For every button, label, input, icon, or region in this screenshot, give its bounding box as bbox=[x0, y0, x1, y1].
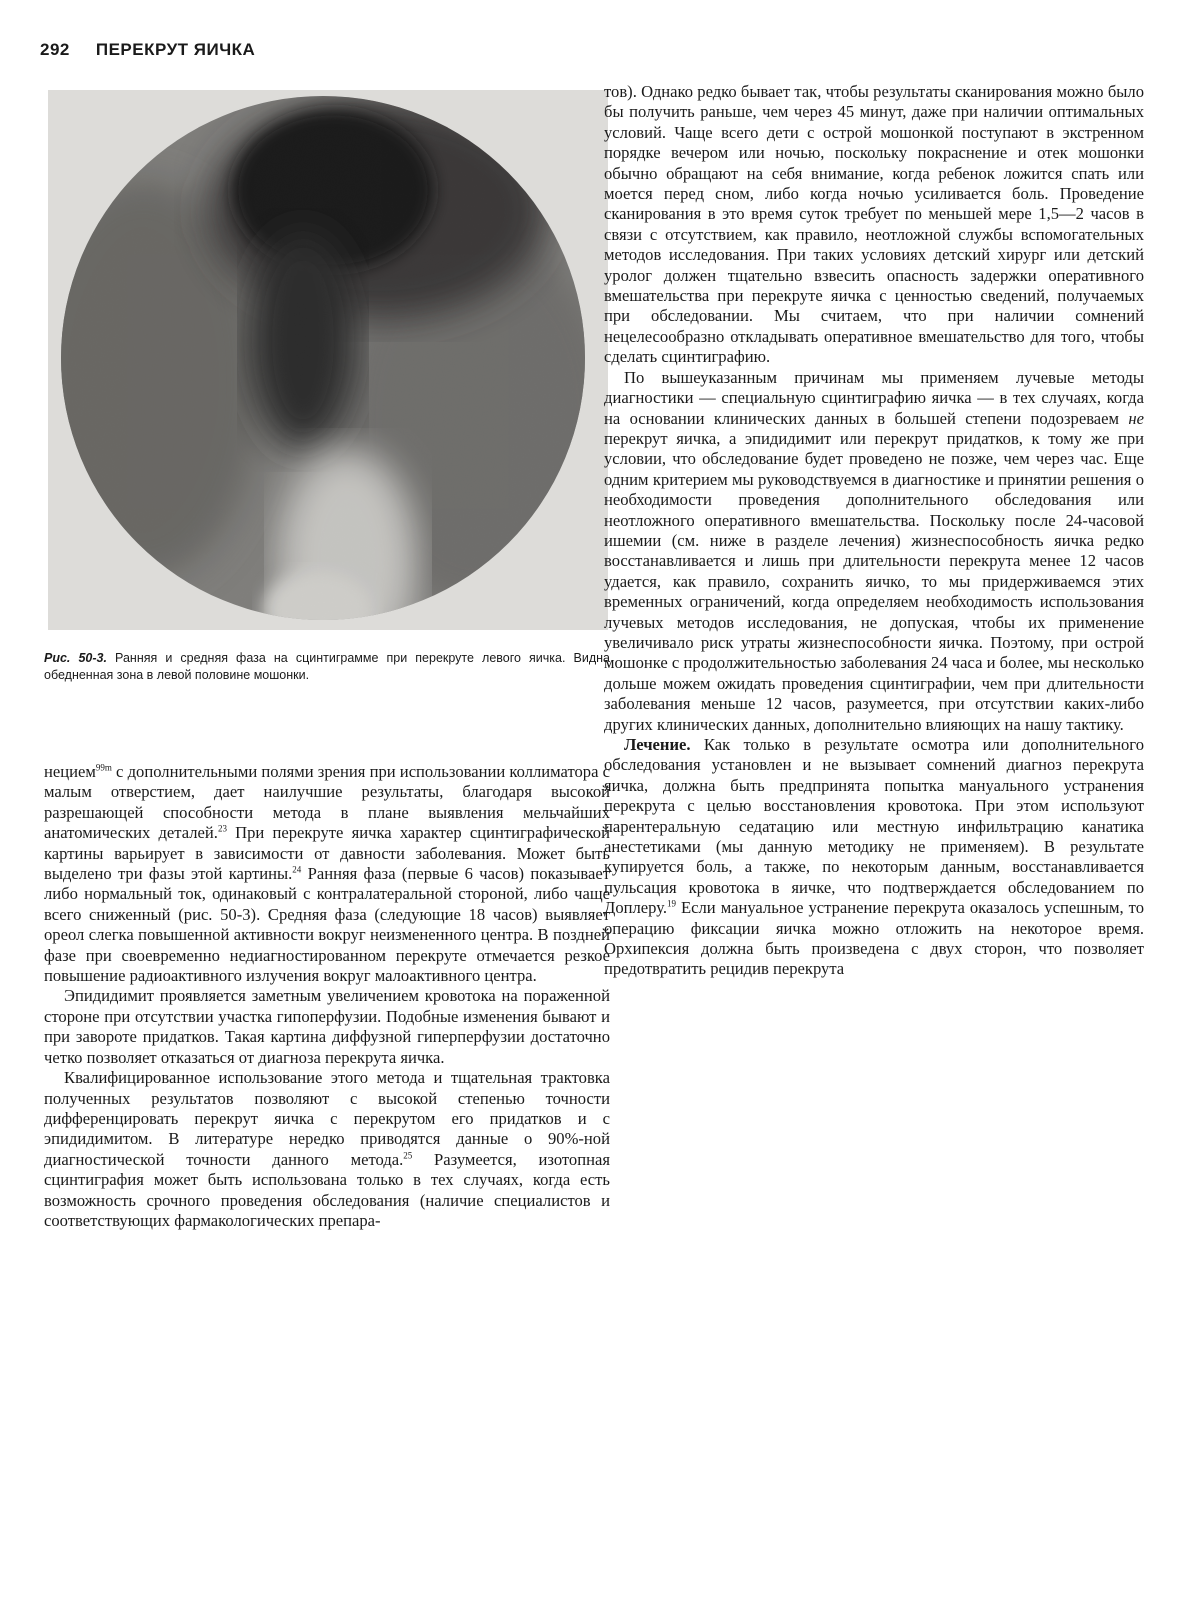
caption-label: Рис. 50-3. bbox=[44, 651, 107, 665]
page-number: 292 bbox=[40, 40, 70, 59]
left-column bbox=[44, 762, 610, 1231]
left-paragraph-3: Квалифицированное использование этого метода и тщательная трактовка полученных результатов позволяют с высокой степенью точности дифференцировать перекрут яичка с перекрутом его придатков и с эпидидимитом. В литературе нередко приводятся данные о 90%-ной диагностической точности данного метода.$^{25}$ Разумеется, изотопная сцинтиграфия может быть использована только в тех случаях, когда есть возможность срочного проведения обследования (наличие специалистов и соответствующих фармакологических препара- bbox=[44, 1068, 610, 1230]
right-column bbox=[604, 82, 1144, 980]
right-paragraph-3: Лечение. Как только в результате осмотра или дополнительного обследования установлен и не вызывает сомнений диагноз перекрута яичка, должна быть предпринята попытка мануального устранения перекрута с целью восстановления кровотока. При этом используют парентеральную седатацию или местную инфильтрацию канатика анестетиками (мы данную методику не применяем). В результате купируется боль, а также, по некоторым данным, восстанавливается пульсация кровотока в яичке, что подтверждается обследованием по Доплеру.$^{19}$ Если мануальное устранение перекрута оказалось успешным, то операцию фиксации яичка можно отложить на некоторое время. Орхипексия должна быть произведена с двух сторон, что позволяет предотвратить рецидив перекрута bbox=[604, 735, 1144, 979]
right-paragraph-1: тов). Однако редко бывает так, чтобы результаты сканирования можно было бы получить раньше, чем через 45 минут, даже при наличии оптимальных условий. Чаще всего дети с острой мошонкой поступают в экстренном порядке вечером или ночью, поскольку покраснение и отек мошонки обычно обращают на себя внимание, когда ребенок ложится спать или моется перед сном, либо когда ночью усиливается боль. Проведение сканирования в это время суток требует по меньшей мере 1,5—2 часов в связи с отсутствием, как правило, неотложной службы вспомогательных методов исследования. При таких условиях детский хирург или детский уролог должен тщательно взвесить опасность задержки оперативного вмешательства при перекруте яичка с ценностью сведений, получаемых при обследовании. Мы считаем, что при наличии сомнений нецелесообразно откладывать оперативное вмешательство для того, чтобы сделать сцинтиграфию. bbox=[604, 82, 1144, 367]
section-label-treatment: Лечение. bbox=[624, 735, 691, 754]
right-paragraph-2: По вышеуказанным причинам мы применяем лучевые методы диагностики — специальную сцинтиграфию яичка — в тех случаях, когда на основании клинических данных в большей степени подозреваем не перекрут яичка, а эпидидимит или перекрут придатков, к тому же при условии, что обследование будет проведено не позже, чем через час. Еще одним критерием мы руководствуемся в диагностике и принятии решения о необходимости проведения дополнительного обследования или неотложного оперативного вмешательства. Поскольку после 24-часовой ишемии (см. ниже в разделе лечения) жизнеспособность яичка редко восстанавливается и лишь при длительности перекрута менее 12 часов удается, как правило, сохранить яичко, то мы придерживаемся этих временных ограничений, когда определяем необходимость использования лучевых методов исследования, не допуская, чтобы их применение увеличивало риск утраты жизнеспособности яичка. Поэтому, при острой мошонке с продолжительностью заболевания 24 часа и более, мы несколько дольше можем ожидать проведения сцинтиграфии, чем при длительности заболевания меньше 12 часов, разумеется, при отсутствии каких-либо других клинических данных, дополнительно влияющих на нашу тактику. bbox=[604, 367, 1144, 734]
figure-caption bbox=[44, 650, 610, 684]
left-paragraph-1: нецием$^{99m}$ с дополнительными полями зрения при использовании коллиматора с малым отверстием, дает наилучшие результаты, благодаря высокой разрешающей способности метода в плане выявления мельчайших анатомических деталей.$^{23}$ При перекруте яичка характер сцинтиграфической картины варьирует в зависимости от давности заболевания. Может быть выделено три фазы этой картины.$^{24}$ Ранняя фаза (первые 6 часов) показывает либо нормальный ток, одинаковый с контралатеральной стороной, либо чаще всего сниженный (рис. 50-3). Средняя фаза (следующие 18 часов) выявляет ореол слегка повышенной активности вокруг неизмененного центра. В поздней фазе при своевременно недиагностированном перекруте отмечается резкое повышение радиоактивного излучения вокруг малоактивного центра. bbox=[44, 762, 610, 986]
running-title: ПЕРЕКРУТ ЯИЧКА bbox=[95, 40, 256, 59]
caption-text: Ранняя и средняя фаза на сцинтиграмме при перекруте левого яичка. Видна обедненная зона в левой половине мошонки. bbox=[44, 651, 610, 682]
running-header bbox=[40, 40, 255, 60]
left-paragraph-2: Эпидидимит проявляется заметным увеличением кровотока на пораженной стороне при отсутствии участка гипоперфузии. Подобные изменения бывают и при завороте придатков. Такая картина диффузной гиперперфузии достаточно четко позволяет отказаться от диагноза перекрута яичка. bbox=[44, 986, 610, 1067]
scintigram-figure bbox=[48, 90, 608, 630]
